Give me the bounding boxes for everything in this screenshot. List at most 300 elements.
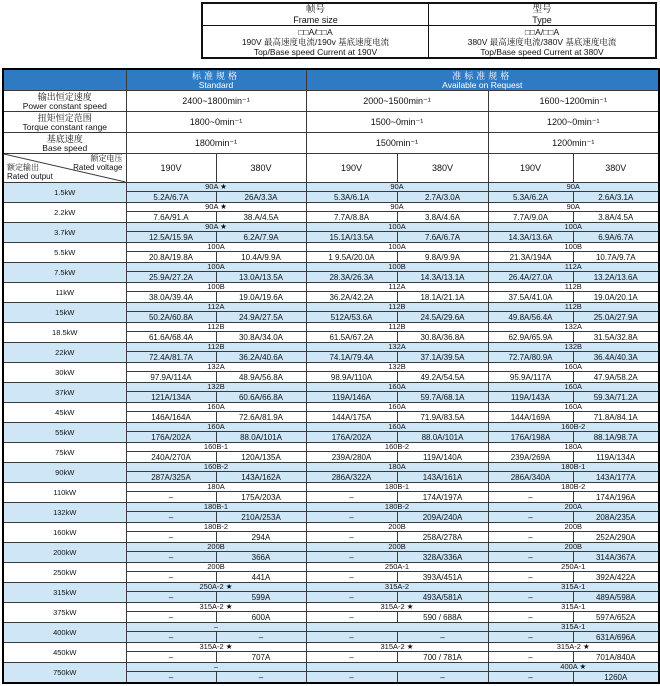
current-value-cell: 36.2A/40.6A [216,352,306,363]
current-value-cell: 294A [216,532,306,543]
current-value-cell: 3.8A/4.5A [573,212,659,223]
current-value-cell: 72.4A/81.7A [126,352,216,363]
frame-size-cell: 112B [306,323,488,332]
voltage-header-cell: 190V [126,154,216,183]
request-label-en: Available on Request [442,79,523,90]
frame-size-cell: 160B-2 [488,423,659,432]
current-value-cell: 239A/269A [488,452,573,463]
frame-size-row [3,303,659,312]
category-header-blank [3,69,126,91]
frame-size-cell: 180B-1 [126,503,306,512]
kw-rating-label: 375kW [3,603,126,623]
current-value-cell: 13.0A/13.5A [216,272,306,283]
frame-size-cell: 160A [306,383,488,392]
frame-size-code: □□A/□□A [298,27,333,37]
frame-size-row [3,383,659,392]
current-value-cell: 599A [216,592,306,603]
frame-size-cell: 100A [306,243,488,252]
current-value-cell: 174A/197A [397,492,488,503]
frame-size-cell: 112B [126,323,306,332]
current-value-cell: 393A/451A [397,572,488,583]
current-value-cell: 174A/196A [573,492,659,503]
base-speed-row [3,133,659,154]
frame-size-cell: 200B [306,523,488,532]
kw-rating-label: 15kW [3,303,126,323]
current-value-cell: 74.1A/79.4A [306,352,397,363]
kw-rating-label: 400kW [3,623,126,643]
frame-size-title-cn: 帧号 [305,4,325,15]
torque-constant-range-cn: 扭矩恒定范围 [37,112,92,123]
kw-rating-label: 2.2kW [3,203,126,223]
current-value-cell: – [216,632,306,643]
current-value-cell: 24.5A/29.6A [397,312,488,323]
frame-size-desc-en: Top/Base speed Current at 190V [253,47,378,57]
frame-size-cell: 90A [306,203,488,212]
kw-rating-label: 75kW [3,443,126,463]
frame-size-cell: 112B [126,343,306,352]
kw-rating-label: 18.5kW [3,323,126,343]
type-desc [429,26,655,57]
frame-size-cell: 132A [126,363,306,372]
current-value-cell: 119A/146A [306,392,397,403]
category-header-standard [126,69,306,91]
current-value-cell: 210A/253A [216,512,306,523]
frame-size-row [3,563,659,572]
current-value-cell: 441A [216,572,306,583]
current-value-cell: 209A/240A [397,512,488,523]
frame-size-cell: 250A-1 [306,563,488,572]
current-value-cell: 10.7A/9.7A [573,252,659,263]
frame-size-cell: 100B [306,263,488,272]
current-value-cell: 287A/325A [126,472,216,483]
current-value-cell: – [488,552,573,563]
current-value-cell: 512A/53.6A [306,312,397,323]
type-desc-en: Top/Base speed Current at 380V [480,47,604,57]
frame-size-cell: 90A ★ [126,223,306,232]
current-value-cell: – [306,672,397,684]
current-value-cell: 2.6A/3.1A [573,192,659,203]
current-value-cell: 119A/143A [488,392,573,403]
type-desc-cn: 380V 最高速度电流/380V 基底速度电流 [467,37,617,47]
current-value-cell: – [126,652,216,663]
rated-output-voltage-corner [3,154,126,183]
standard-label-cn: 标准规格 [192,70,241,81]
frame-size-row [3,463,659,472]
current-value-cell: 13.2A/13.6A [573,272,659,283]
current-value-cell: 38.0A/39.4A [126,292,216,303]
frame-size-cell: 90A [488,203,659,212]
current-value-cell: 240A/270A [126,452,216,463]
current-value-cell: 31.5A/32.8A [573,332,659,343]
current-value-cell: – [126,552,216,563]
frame-size-cell: 250A-2 ★ [126,583,306,592]
current-value-cell: 37.1A/39.5A [397,352,488,363]
current-value-cell: 328A/336A [397,552,488,563]
current-value-cell: 119A/140A [397,452,488,463]
current-value-cell: 3.8A/4.6A [397,212,488,223]
current-value-cell: – [126,612,216,623]
request-label-cn: 准标准规格 [452,70,513,81]
current-value-cell: 71.8A/84.1A [573,412,659,423]
current-value-cell: 19.0A/20.1A [573,292,659,303]
frame-size-cell: 315A-2 ★ [488,643,659,652]
current-value-cell: 600A [216,612,306,623]
frame-size-cell: 200B [488,543,659,552]
frame-size-row [3,623,659,632]
frame-size-cell: 315A-2 [306,583,488,592]
current-value-cell: 239A/280A [306,452,397,463]
frame-size-row [3,183,659,192]
rated-voltage-en: Rated voltage [73,162,123,172]
current-value-cell: 286A/322A [306,472,397,483]
frame-size-cell: 180B-1 [488,463,659,472]
frame-size-cell: 160A [488,383,659,392]
torque-range-value: 1800~0min⁻¹ [126,112,306,133]
frame-size-cell: 100A [306,223,488,232]
spec-table [2,68,660,684]
current-value-cell: – [306,572,397,583]
current-value-cell: 597A/652A [573,612,659,623]
frame-size-cell: 112B [488,283,659,292]
current-value-cell: 144A/175A [306,412,397,423]
power-constant-speed-label [3,91,126,112]
current-value-cell: 6.9A/6.7A [573,232,659,243]
frame-size-cell: 100A [126,263,306,272]
current-value-cell: – [306,632,397,643]
current-value-cell: – [306,652,397,663]
frame-size-box [203,4,429,57]
current-value-cell: 25.9A/27.2A [126,272,216,283]
current-value-cell: – [488,592,573,603]
current-value-cell: 489A/598A [573,592,659,603]
current-value-cell: 49.2A/54.5A [397,372,488,383]
frame-size-cell: 160B-2 [306,443,488,452]
current-value-cell: 700 / 781A [397,652,488,663]
frame-size-row [3,203,659,212]
current-value-cell: 62.9A/65.9A [488,332,573,343]
current-value-cell: – [397,632,488,643]
current-value-cell: – [126,632,216,643]
frame-size-cell: 160B-1 [126,443,306,452]
frame-size-cell: 160A [488,363,659,372]
frame-size-row [3,583,659,592]
current-value-cell: 2.7A/3.0A [397,192,488,203]
current-value-cell: 176A/202A [126,432,216,443]
frame-size-cell: 160B-2 [126,463,306,472]
frame-size-desc-cn: 190V 最高速度电流/190v 基底速度电流 [241,37,390,47]
voltage-header-cell: 190V [306,154,397,183]
power-constant-speed-cn: 输出恒定速度 [37,91,92,102]
current-value-cell: 7.7A/8.8A [306,212,397,223]
current-value-cell: 88.0A/101A [216,432,306,443]
frame-size-row [3,343,659,352]
power-speed-value: 1600~1200min⁻¹ [488,91,659,112]
kw-rating-label: 5.5kW [3,243,126,263]
type-title [429,4,655,26]
frame-size-cell: 180A [126,483,306,492]
type-title-en: Type [532,15,552,25]
current-value-cell: 286A/340A [488,472,573,483]
current-value-cell: 314A/367A [573,552,659,563]
frame-size-row [3,363,659,372]
frame-size-cell: 112A [126,303,306,312]
frame-size-cell: 180B-2 [488,483,659,492]
frame-size-cell: 132B [306,363,488,372]
current-value-cell: 631A/696A [573,632,659,643]
frame-size-cell: 112A [306,283,488,292]
current-value-cell: 144A/169A [488,412,573,423]
current-value-cell: 20.8A/19.8A [126,252,216,263]
current-value-cell: 98.9A/110A [306,372,397,383]
current-value-cell: – [126,592,216,603]
current-value-cell: 9.8A/9.9A [397,252,488,263]
kw-rating-label: 37kW [3,383,126,403]
kw-rating-label: 315kW [3,583,126,603]
kw-rating-label: 110kW [3,483,126,503]
frame-size-cell: 112B [306,303,488,312]
frame-size-cell: – [126,663,306,672]
current-value-cell: 30.8A/36.8A [397,332,488,343]
kw-rating-label: 1.5kW [3,183,126,203]
current-value-cell: 18.1A/21.1A [397,292,488,303]
current-value-cell: 10.4A/9.9A [216,252,306,263]
kw-rating-label: 22kW [3,343,126,363]
frame-size-row [3,403,659,412]
current-value-cell: 71.9A/83.5A [397,412,488,423]
frame-size-cell: 315A-1 [488,583,659,592]
frame-size-row [3,283,659,292]
frame-size-title-en: Frame size [293,15,338,25]
frame-size-cell: 180B-1 [306,483,488,492]
frame-size-cell: 132A [488,323,659,332]
frame-size-row [3,483,659,492]
frame-size-cell: 200B [306,543,488,552]
current-value-cell: 146A/164A [126,412,216,423]
frame-size-cell: 250A-1 [488,563,659,572]
frame-size-cell: 315A-1 [488,623,659,632]
current-value-cell: 95.9A/117A [488,372,573,383]
spec-table-body [3,183,659,684]
kw-rating-label: 750kW [3,663,126,684]
frame-size-row [3,503,659,512]
current-value-cell: 119A/134A [573,452,659,463]
current-value-cell: 590 / 688A [397,612,488,623]
current-value-cell: 36.2A/42.2A [306,292,397,303]
current-value-cell: 493A/581A [397,592,488,603]
current-value-cell: 30.8A/34.0A [216,332,306,343]
frame-size-row [3,543,659,552]
current-value-cell: 38.A/4.5A [216,212,306,223]
category-header-row [3,69,659,91]
current-value-cell: 175A/203A [216,492,306,503]
current-value-cell: 121A/134A [126,392,216,403]
rated-voltage-label [65,155,123,172]
current-value-cell: – [306,592,397,603]
frame-size-cell: 100A [126,243,306,252]
current-value-cell: 28.3A/26.3A [306,272,397,283]
voltage-header-cell: 380V [216,154,306,183]
current-value-cell: 61.6A/68.4A [126,332,216,343]
current-value-cell: – [306,612,397,623]
power-constant-speed-row [3,91,659,112]
current-value-cell: 26A/3.3A [216,192,306,203]
frame-size-row [3,643,659,652]
current-value-cell: 48.9A/56.8A [216,372,306,383]
current-value-cell: – [488,672,573,684]
current-value-cell: 97.9A/114A [126,372,216,383]
kw-rating-label: 55kW [3,423,126,443]
power-constant-speed-en: Power constant speed [22,100,107,111]
current-value-cell: – [488,652,573,663]
current-value-cell: 6.2A/7.9A [216,232,306,243]
current-value-cell: 176A/198A [488,432,573,443]
frame-size-cell: 100A [488,223,659,232]
frame-size-cell: 112A [488,263,659,272]
current-value-cell: 88.1A/98.7A [573,432,659,443]
current-value-cell: 24.9A/27.5A [216,312,306,323]
current-value-cell: 61.5A/67.2A [306,332,397,343]
kw-rating-label: 200kW [3,543,126,563]
base-speed-label [3,133,126,154]
current-value-cell: 26.4A/27.0A [488,272,573,283]
current-value-cell: – [306,512,397,523]
frame-size-cell: 180B-2 [306,503,488,512]
frame-size-cell: 132B [126,383,306,392]
frame-size-cell: 200B [126,563,306,572]
current-value-cell: 176A/202A [306,432,397,443]
current-value-cell: 14.3A/13.1A [397,272,488,283]
current-value-cell: 12.5A/15.9A [126,232,216,243]
current-value-cell: – [126,512,216,523]
current-value-cell: – [126,572,216,583]
frame-size-cell: – [126,623,306,632]
current-value-cell: 143A/177A [573,472,659,483]
frame-size-row [3,323,659,332]
current-value-cell: 143A/162A [216,472,306,483]
kw-rating-label: 3.7kW [3,223,126,243]
base-speed-value: 1500min⁻¹ [306,133,488,154]
kw-rating-label: 90kW [3,463,126,483]
current-value-cell: 72.7A/80.9A [488,352,573,363]
current-value-cell: 701A/840A [573,652,659,663]
current-value-cell: 5.3A/6.1A [306,192,397,203]
current-value-cell: 15.1A/13.5A [306,232,397,243]
frame-size-row [3,243,659,252]
frame-size-cell: 180A [306,463,488,472]
current-value-cell: – [126,492,216,503]
current-value-cell: – [306,552,397,563]
frame-size-cell: 90A [488,183,659,192]
category-header-request [306,69,659,91]
current-value-cell: 258A/278A [397,532,488,543]
frame-size-cell: 132A [306,343,488,352]
voltage-header-cell: 380V [573,154,659,183]
current-value-cell: 14.3A/13.6A [488,232,573,243]
current-value-cell: 19.0A/19.6A [216,292,306,303]
current-value-cell: 143A/161A [397,472,488,483]
frame-size-row [3,523,659,532]
current-value-cell: 72.6A/81.9A [216,412,306,423]
current-value-cell: – [306,492,397,503]
frame-size-cell: 180B-2 [126,523,306,532]
frame-size-cell: 112B [488,303,659,312]
frame-size-row [3,263,659,272]
frame-size-cell: 315A-2 ★ [126,603,306,612]
current-value-cell: 1 9.5A/20.0A [306,252,397,263]
frame-size-cell: 180A [488,443,659,452]
frame-size-cell: 315A-2 ★ [126,643,306,652]
current-value-cell: 21.3A/194A [488,252,573,263]
current-value-cell: – [126,672,216,684]
current-value-cell: 59.3A/71.2A [573,392,659,403]
current-value-cell: 1260A [573,672,659,684]
power-speed-value: 2400~1800min⁻¹ [126,91,306,112]
frame-size-row [3,423,659,432]
current-value-cell: 37.5A/41.0A [488,292,573,303]
kw-rating-label: 160kW [3,523,126,543]
kw-rating-label: 11kW [3,283,126,303]
current-value-cell: 25.0A/27.9A [573,312,659,323]
current-value-cell: 50.2A/60.8A [126,312,216,323]
torque-constant-range-label [3,112,126,133]
torque-range-value: 1200~0min⁻¹ [488,112,659,133]
current-value-cell: 252A/290A [573,532,659,543]
current-value-cell: 392A/422A [573,572,659,583]
voltage-header-cell: 380V [397,154,488,183]
kw-rating-label: 7.5kW [3,263,126,283]
frame-size-desc [203,26,428,57]
rated-voltage-cn: 额定电压 [90,154,123,163]
current-value-cell: – [306,532,397,543]
current-value-cell: 208A/235A [573,512,659,523]
type-title-cn: 型号 [532,4,552,15]
current-value-cell: 120A/135A [216,452,306,463]
current-value-cell: 707A [216,652,306,663]
kw-rating-label: 45kW [3,403,126,423]
base-speed-value: 1800min⁻¹ [126,133,306,154]
frame-size-row [3,663,659,672]
current-value-cell: 7.6A/6.7A [397,232,488,243]
frame-size-row [3,443,659,452]
frame-size-cell: 90A [306,183,488,192]
current-value-cell: 49.8A/56.4A [488,312,573,323]
current-value-cell: 59.7A/68.1A [397,392,488,403]
current-value-cell: – [126,532,216,543]
frame-size-cell [306,663,488,672]
current-value-cell: – [488,612,573,623]
type-box [429,4,655,57]
frame-size-cell: 315A-2 ★ [306,603,488,612]
kw-rating-label: 132kW [3,503,126,523]
frame-size-cell: 160A [306,423,488,432]
frame-size-cell: 315A-2 ★ [306,643,488,652]
voltage-header-row [3,154,659,183]
frame-size-cell: 160A [306,403,488,412]
frame-size-title [203,4,428,26]
frame-size-cell: 400A ★ [488,663,659,672]
current-value-cell: – [397,672,488,684]
current-value-cell: 47.9A/58.2A [573,372,659,383]
torque-constant-range-en: Torque constant range [22,121,108,132]
current-value-cell: 36.4A/40.3A [573,352,659,363]
rated-output-cn: 额定输出 [7,163,39,172]
current-value-cell: 7.7A/9.0A [488,212,573,223]
current-value-cell: – [488,532,573,543]
base-speed-value: 1200min⁻¹ [488,133,659,154]
rated-output-en: Rated output [7,171,53,181]
frame-size-cell [306,623,488,632]
current-value-cell: 88.0A/101A [397,432,488,443]
